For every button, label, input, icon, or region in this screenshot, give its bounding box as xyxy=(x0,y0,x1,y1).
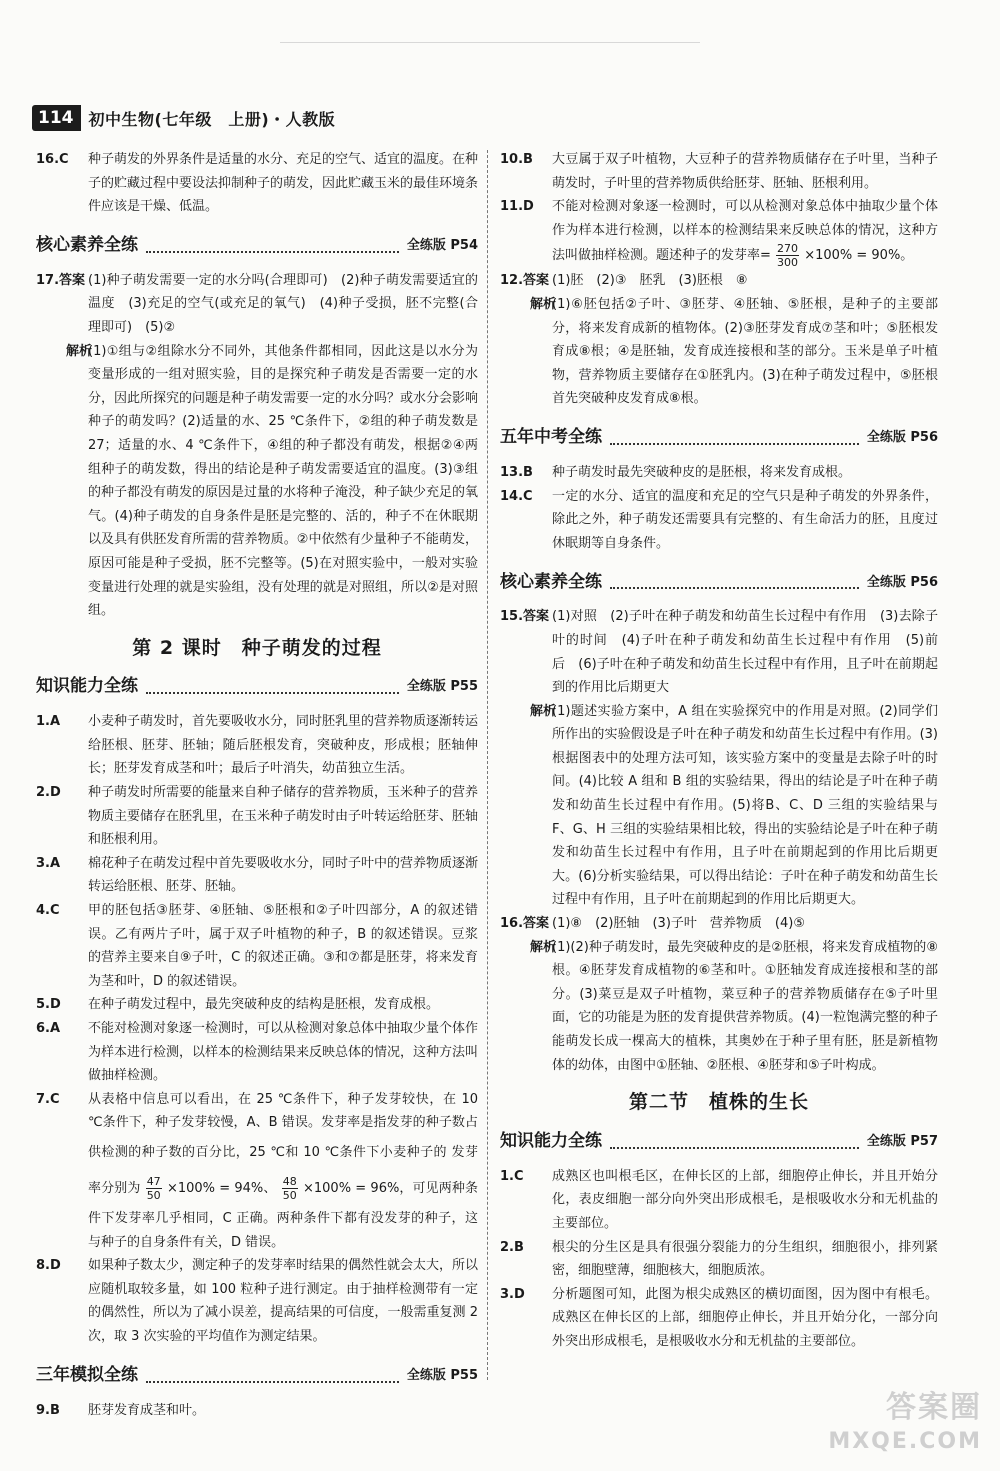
analysis-label: 解析 xyxy=(66,343,93,359)
answer-text: (1)胚 (2)③ 胚乳 (3)胚根 ⑧ xyxy=(552,273,748,289)
answer-entry xyxy=(500,269,938,293)
answer-entry xyxy=(36,1399,478,1423)
section-title: 核心素养全练 xyxy=(500,571,602,592)
analysis-text: (1)⑥胚包括②子叶、③胚芽、④胚轴、⑤胚根，是种子的主要部分，将来发育成新的植物体。(2)③胚芽发育成⑦茎和叶；⑤胚根发育成⑧根；④是胚轴，发育成连接根和茎的部分。玉米是单子叶植物，营养物质主要储存在①胚乳内。(3)在种子萌发过程中，⑤胚根首先突破种皮发育成⑧根。 xyxy=(552,296,938,407)
answer-entry xyxy=(500,461,938,485)
answer-text: (1)种子萌发需要一定的水分吗(合理即可) (2)种子萌发需要适宜的温度 (3)充足的空气(或充足的氧气) (4)种子受损，胚不完整(合理即可) (5)② xyxy=(88,272,478,335)
question-number: 6.A xyxy=(36,1021,61,1036)
watermark-logo xyxy=(828,1391,982,1459)
answer-text: 种子萌发时最先突破种皮的是胚根，将来发育成根。 xyxy=(552,464,852,480)
dotted-leader xyxy=(610,1135,859,1149)
answer-entry xyxy=(36,1088,478,1254)
watermark-text: 答案圈 xyxy=(886,1390,982,1425)
question-number: 3.A xyxy=(36,855,61,871)
fraction-numerator: 270 xyxy=(777,242,799,256)
section-ref: 全练版 P56 xyxy=(866,574,938,590)
question-number: 11.D xyxy=(500,199,534,215)
analysis-text: (1)①组与②组除水分不同外，其他条件都相同，因此这是以水分为变量形成的一组对照实验，目的是探究种子萌发是否需要一定的水分，因此所探究的问题是种子萌发需要一定的水分吗？或水分会影响种子的萌发吗？(2)适量的水、25 ℃条件下，②组的种子萌发数是27；适量的水、4 ℃条件下，④组的种子都没有萌发，根据②④两组种子的萌发数，得出的结论是种子萌发需要适宜的温度。(3)③组的种子都没有萌发的原因是过量的水将种子淹没，种子缺少充足的氧气。(4)种子萌发的自身条件是胚是完整的、活的，种子不在休眠期以及具有供胚发育所需的营养物质。②中依然有少量种子不能萌发，原因可能是种子受损，胚不完整等。(5)在对照实验中，一般对实验变量进行处理的就是实验组，没有处理的就是对照组，所以②是对照组。 xyxy=(88,343,479,619)
dotted-leader xyxy=(146,680,399,694)
analysis-text: (1)题述实验方案中，A 组在实验探究中的作用是对照。(2)同学们所作出的实验假设是子叶在种子萌发和幼苗生长过程中有作用。(3)根据图表中的处理方法可知，该实验方案中的变量是去除子叶的时间。(4)比较 A 组和 B 组的实验结果，得出的结论是子叶在种子萌发和幼苗生长过程中有作用。(5)将B、C、D 三组的实验结果与 F、G、H 三组的实验结果相比较，得出的实验结论是子叶在种子萌发和幼苗生长过程中有作用，且子叶在前期起到的作用比后期更大。(6)分析实验结果，可以得出结论：子叶在种子萌发和幼苗生长过程中有作用，且子叶在前期起到的作用比后期更大。 xyxy=(552,703,938,908)
answer-text: (1)对照 (2)子叶在种子萌发和幼苗生长过程中有作用 (3)去除子叶的时间 (4)子叶在种子萌发和幼苗生长过程中有作用 (5)前 后 (6)子叶在种子萌发和幼苗生长过程中有作用，且子叶在前期起到的作用比后期更大 xyxy=(552,609,952,696)
section-ref: 全练版 P57 xyxy=(866,1133,938,1149)
section-ref: 全练版 P56 xyxy=(866,430,938,446)
answer-text: 甲的胚包括③胚芽、④胚轴、⑤胚根和②子叶四部分，A 的叙述错误。乙有两片子叶，属于双子叶植物的种子，B 的叙述错误。豆浆的营养主要来自⑨子叶，C 的叙述正确。③和⑦都是胚芽，将来发育为茎和叶，D 的叙述错误。 xyxy=(88,903,478,989)
answer-text: ×100% = 94%、 xyxy=(166,1180,277,1196)
question-number: 2.D xyxy=(36,785,61,801)
analysis-label: 解析 xyxy=(530,703,557,719)
question-number: 4.C xyxy=(36,903,60,919)
analysis-label: 解析 xyxy=(530,296,557,312)
fraction-denominator: 300 xyxy=(777,256,799,270)
lesson-title: 第 2 课时 种子萌发的过程 xyxy=(132,636,382,659)
page-number: 114 xyxy=(32,105,81,131)
answer-text: ×100% = 96%，可见两种条件下发芽率几乎相同，C 正确。两种条件下都有没发芽的种子，这与种子的自身条件有关，D 错误。 xyxy=(88,1180,478,1250)
fraction xyxy=(146,1175,162,1202)
answer-text: ×100% = 90%。 xyxy=(804,248,914,264)
section-heading xyxy=(500,423,938,453)
section-ref: 全练版 P54 xyxy=(406,237,478,253)
answer-entry xyxy=(500,1283,938,1354)
section-ref: 全练版 P55 xyxy=(406,1367,478,1383)
answer-entry xyxy=(500,148,938,195)
section-title: 知识能力全练 xyxy=(500,1130,602,1151)
answer-entry xyxy=(500,912,938,936)
fraction xyxy=(776,242,799,269)
analysis-label: 解析 xyxy=(530,939,557,955)
answer-text: 根尖的分生区是具有很强分裂能力的分生组织，细胞很小，排列紧密，细胞壁薄，细胞核大，细胞质浓。 xyxy=(552,1239,938,1279)
section-title: 知识能力全练 xyxy=(36,676,138,697)
dotted-leader xyxy=(146,239,399,253)
question-number: 14.C xyxy=(500,488,533,504)
question-number: 10.B xyxy=(500,152,533,167)
answer-text: 如果种子数太少，测定种子的发芽率时结果的偶然性就会太大，所以应随机取较多量，如 100 粒种子进行测定。由于抽样检测带有一定的偶然性，所以为了减小误差，提高结果的可信度，一般需重复测 2 次，取 3 次实验的平均值作为测定结果。 xyxy=(88,1258,479,1344)
answer-entry xyxy=(500,485,938,556)
answer-entry xyxy=(500,1236,938,1283)
answer-entry xyxy=(36,852,478,899)
section-heading xyxy=(500,1127,938,1157)
answer-entry xyxy=(36,993,478,1017)
section-heading xyxy=(36,1361,478,1391)
answer-text: 不能对检测对象逐一检测时，可以从检测对象总体中抽取少量个体作为样本进行检测，以样本的检测结果来反映总体的情况，这种方法叫做抽样检测。 xyxy=(88,1021,479,1084)
answer-text: 在种子萌发过程中，最先突破种皮的结构是胚根，发育成根。 xyxy=(88,997,440,1013)
section-title: 核心素养全练 xyxy=(36,234,138,255)
dotted-leader xyxy=(146,1369,399,1383)
lesson-title: 第二节 植株的生长 xyxy=(628,1091,809,1114)
analysis xyxy=(500,293,938,411)
question-number: 16.C xyxy=(36,152,69,167)
answer-text: 分析题图可知，此图为根尖成熟区的横切面图，因为图中有根毛。成熟区在伸长区的上部，细胞停止伸长，并且开始分化，一部分向外突出形成根毛，是根吸收水分和无机盐的主要部位。 xyxy=(552,1286,938,1349)
header-title: 初中生物(七年级 上册)・人教版 xyxy=(88,109,336,129)
section-title: 五年中考全练 xyxy=(500,427,602,448)
analysis xyxy=(500,936,938,1078)
answer-text: (1)⑧ (2)胚轴 (3)子叶 营养物质 (4)⑤ xyxy=(552,916,805,932)
watermark-url: MXQE.COM xyxy=(828,1429,982,1454)
analysis-text: (1)(2)种子萌发时，最先突破种皮的是②胚根，将来发育成植物的⑧根。④胚芽发育成植物的⑥茎和叶。①胚轴发育成连接根和茎的部分。(3)菜豆是双子叶植物，菜豆种子的营养物质储存在⑤子叶里面，它的功能是为胚的发育提供营养物质。(4)一粒饱满完整的种子能萌发长成一棵高大的植株，其奥妙在于种子里有胚，胚是新植物体的幼体，由图中①胚轴、②胚根、④胚芽和⑤子叶构成。 xyxy=(552,939,938,1073)
fraction xyxy=(282,1175,298,1202)
answer-entry xyxy=(36,1254,478,1348)
column-divider xyxy=(487,150,488,1380)
answer-text: 大豆属于双子叶植物，大豆种子的营养物质储存在子叶里，当种子萌发时，子叶里的营养物质供给胚芽、胚轴、胚根利用。 xyxy=(552,152,938,191)
page-header xyxy=(32,103,335,133)
answer-text: 棉花种子在萌发过程中首先要吸收水分，同时子叶中的营养物质逐渐转运给胚根、胚芽、胚轴。 xyxy=(88,855,479,895)
answer-entry xyxy=(36,148,478,219)
answer-text: 一定的水分、适宜的温度和充足的空气只是种子萌发的外界条件，除此之外，种子萌发还需要具有完整的、有生命活力的胚，且度过休眠期等自身条件。 xyxy=(552,488,938,551)
fraction-denominator: 50 xyxy=(282,1188,297,1202)
answer-text: 小麦种子萌发时，首先要吸收水分，同时胚乳里的营养物质逐渐转运给胚根、胚芽、胚轴；随后胚根发育，突破种皮，形成根；胚轴伸长；胚芽发育成茎和叶；最后子叶消失，幼苗独立生活。 xyxy=(88,714,479,777)
answer-text: 从表格中信息可以看出，在 25 ℃条件下，种子发芽较快，在 10 ℃条件下，种子发芽较慢，A、B 错误。发芽率是指发芽的种子数占供检测的种子数的百分比，25 ℃和 10 ℃条件下小麦种子的 xyxy=(88,1091,478,1160)
question-number: 17.答案 xyxy=(36,272,86,288)
section-heading xyxy=(36,672,478,702)
question-number: 1.C xyxy=(500,1168,524,1184)
section-heading xyxy=(36,231,478,261)
section-ref: 全练版 P55 xyxy=(406,679,478,695)
question-number: 12.答案 xyxy=(500,273,550,289)
answer-entry xyxy=(36,899,478,993)
answer-entry xyxy=(36,710,478,781)
answer-text: 种子萌发的外界条件是适量的水分、充足的空气、适宜的温度。在种子的贮藏过程中要设法抑制种子的萌发，因此贮藏玉米的最佳环境条件应该是干燥、低温。 xyxy=(88,152,479,215)
answer-text: 发芽率分别为 xyxy=(88,1144,478,1196)
analysis xyxy=(36,340,478,623)
question-number: 7.C xyxy=(36,1091,60,1107)
top-rule xyxy=(280,42,700,43)
fraction-numerator: 48 xyxy=(282,1174,297,1188)
answer-entry xyxy=(36,1017,478,1088)
question-number: 8.D xyxy=(36,1258,61,1274)
question-number: 5.D xyxy=(36,997,61,1013)
question-number: 3.D xyxy=(500,1286,525,1302)
question-number: 9.B xyxy=(36,1402,60,1418)
answer-text: 成熟区也叫根毛区，在伸长区的上部，细胞停止伸长，并且开始分化，表皮细胞一部分向外突出形成根毛，是根吸收水分和无机盐的主要部位。 xyxy=(552,1168,938,1231)
question-number: 13.B xyxy=(500,464,533,480)
section-heading xyxy=(500,567,938,597)
answer-text: 不能对检测对象逐一检测时，可以从检测对象总体中抽取少量个体作为样本进行检测，以样本的检测结果来反映总体的情况，这种方法叫做抽样检测。题述种子的发芽率= xyxy=(552,199,938,264)
question-number: 2.B xyxy=(500,1239,524,1255)
answer-text: 种子萌发时所需要的能量来自种子储存的营养物质，玉米种子的营养物质主要储存在胚乳里，在玉米种子萌发时由子叶转运给胚芽、胚轴和胚根利用。 xyxy=(88,785,479,848)
analysis xyxy=(500,700,938,912)
dotted-leader xyxy=(610,431,859,445)
section-title: 三年模拟全练 xyxy=(36,1364,138,1385)
answer-entry xyxy=(36,781,478,852)
dotted-leader xyxy=(610,575,859,589)
question-number: 15.答案 xyxy=(500,609,550,625)
left-column xyxy=(36,148,478,1422)
fraction-denominator: 50 xyxy=(146,1188,161,1202)
answer-entry xyxy=(500,1165,938,1236)
answer-entry xyxy=(500,195,938,269)
answer-entry xyxy=(500,605,952,699)
right-column xyxy=(500,148,952,1354)
question-number: 1.A xyxy=(36,714,61,730)
answer-text: 胚芽发育成茎和叶。 xyxy=(88,1402,206,1418)
fraction-numerator: 47 xyxy=(146,1174,161,1188)
question-number: 16.答案 xyxy=(500,916,550,932)
answer-entry xyxy=(36,269,478,340)
